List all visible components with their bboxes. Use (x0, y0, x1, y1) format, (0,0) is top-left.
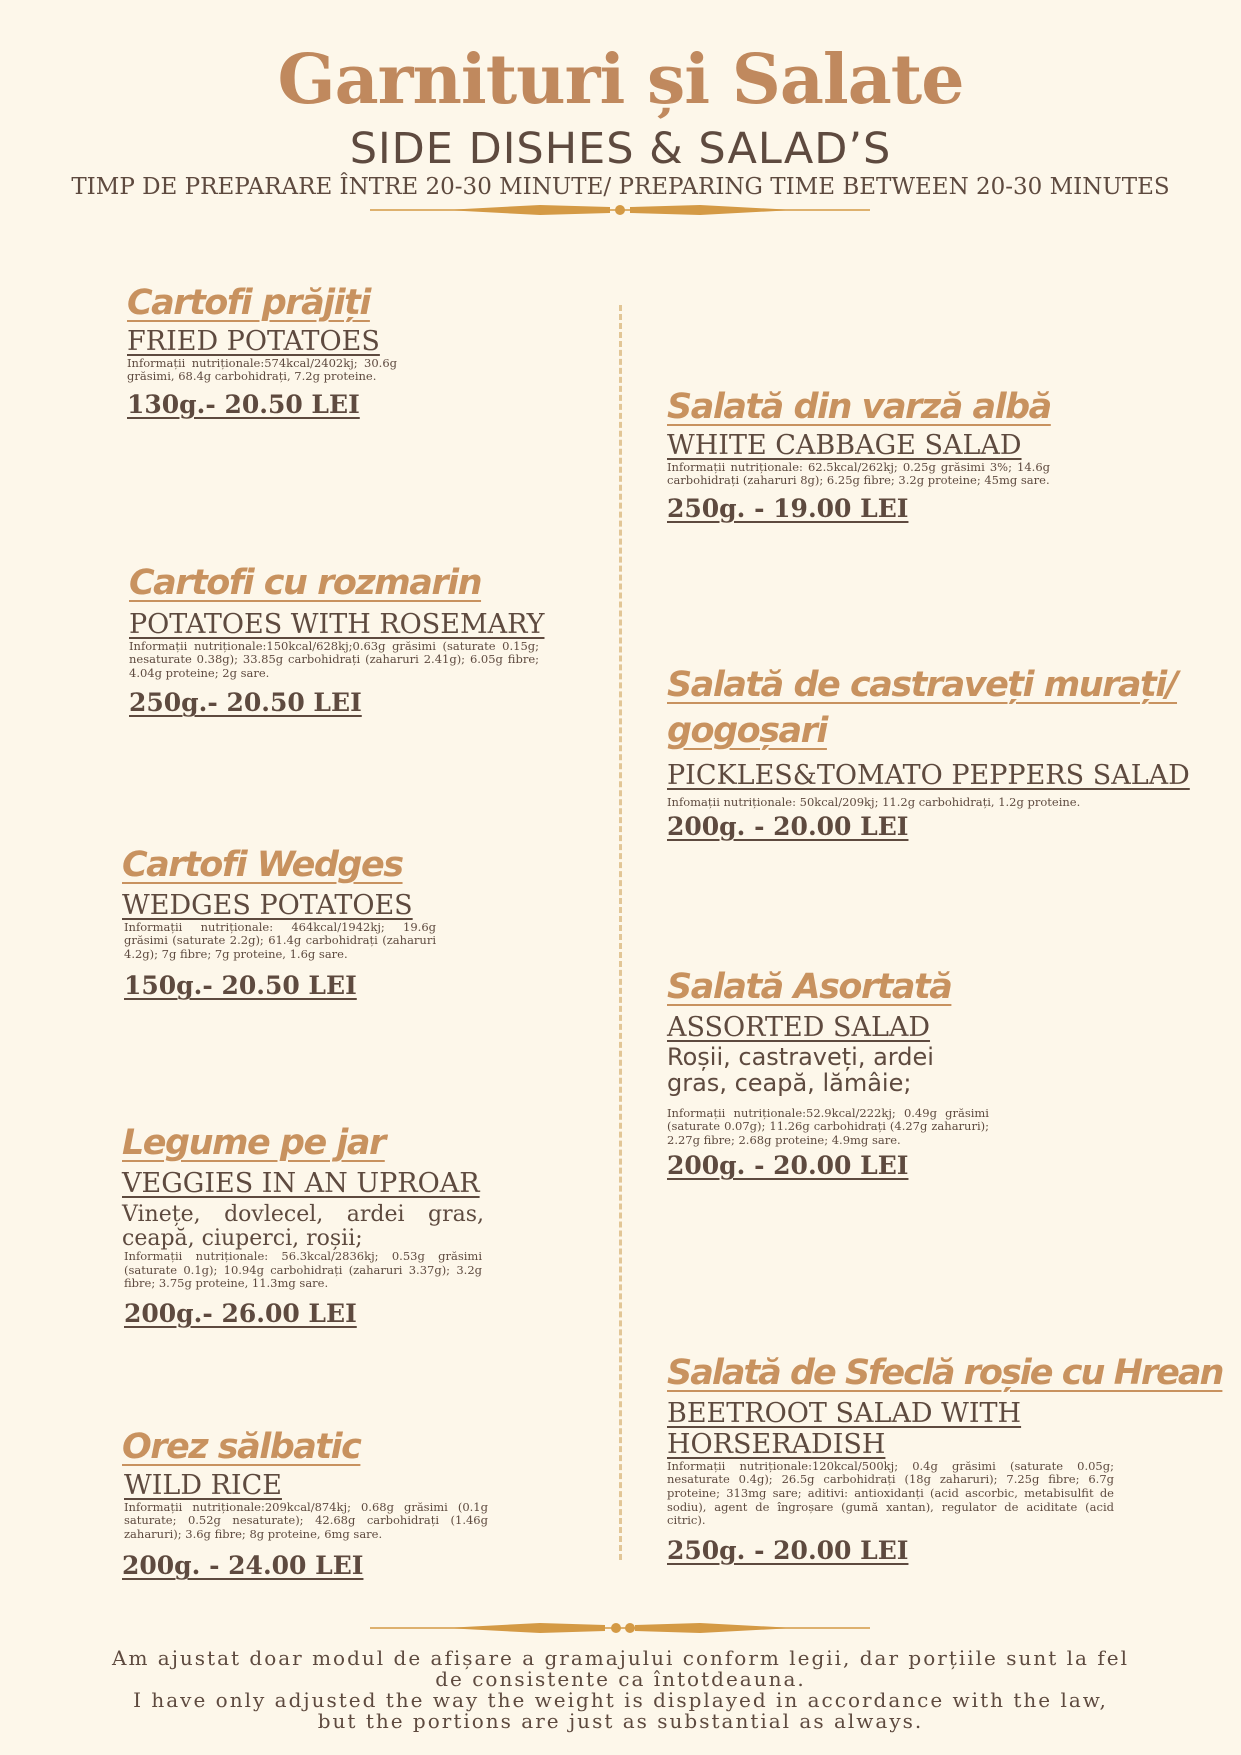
item-ingredients: Vinețe, dovlecel, ardei gras, ceapă, ciuperci, roșii; (122, 1201, 484, 1251)
item-name-en: FRIED POTATOES (127, 325, 380, 357)
item-price: 200g.- 26.00 LEI (124, 1298, 357, 1328)
footer-line-3: I have only adjusted the way the weight is displayed in accordance with the law, (133, 1688, 1108, 1712)
item-nutrition: Informații nutriționale:209kcal/874kj; 0.68g grăsimi (0.1g saturate; 0.52g nesaturate); 42.68g carbohidrați (1.46g zaharuri); 3.6g fibre; 8g proteine, 6mg sare. (124, 1499, 488, 1541)
item-nutrition: Informații nutriționale: 56.3kcal/2836kj; 0.53g grăsimi (saturate 0.1g); 10.94g carbohidrați (zaharuri 3.37g); 3.2g fibre; 3.75g proteine, 11.3mg sare. (124, 1249, 482, 1291)
menu-item-white-cabbage-salad (667, 386, 1052, 523)
page-subtitle: SIDE DISHES & SALAD’S (349, 124, 892, 174)
menu-item-beetroot-salad (667, 1352, 1223, 1565)
item-name-ro: Salată din varză albă (667, 387, 1051, 427)
item-nutrition: Informații nutriționale:150kcal/628kj;0.63g grăsimi (saturate 0.15g; nesaturate 0.38g); 33.85g carbohidrați (zaharuri 2.41g); 6.05g fibre; 4.04g proteine; 2g sare. (129, 638, 539, 680)
prep-time-note: TIMP DE PREPARARE ÎNTRE 20-30 MINUTE/ PREPARING TIME BETWEEN 20-30 MINUTES (71, 174, 1170, 200)
item-nutrition: Informații nutriționale:574kcal/2402kj; 30.6g grăsimi, 68.4g carbohidrați, 7.2g proteine. (127, 355, 397, 384)
item-name-en: POTATOES WITH ROSEMARY (129, 608, 545, 640)
menu-item-veggies (122, 1122, 484, 1328)
item-price: 250g.- 20.50 LEI (129, 688, 362, 718)
item-ingredients: Roșii, castraveți, ardei gras, ceapă, lămâie; (667, 1042, 934, 1097)
item-name-ro-line1: Salată de castraveți murați/ (667, 665, 1178, 705)
item-name-en-line2: HORSERADISH (667, 1428, 886, 1460)
item-price: 250g. - 20.00 LEI (667, 1535, 909, 1565)
menu-item-rosemary-potatoes (129, 562, 545, 718)
item-name-en-line1: BEETROOT SALAD WITH (667, 1397, 1022, 1429)
page-title: Garnituri și Salate (277, 40, 964, 120)
item-name-ro: Salată Asortată (667, 967, 952, 1007)
item-price: 200g. - 20.00 LEI (667, 812, 909, 842)
item-name-ro: Legume pe jar (122, 1123, 385, 1163)
footer-line-4: but the portions are just as substantial as always. (317, 1709, 924, 1733)
item-name-en: WHITE CABBAGE SALAD (667, 429, 1022, 461)
item-price: 250g. - 19.00 LEI (667, 493, 909, 523)
top-ornament-divider (370, 202, 870, 218)
item-name-ro-line2: gogoșari (667, 710, 827, 751)
menu-item-fried-potatoes (127, 282, 397, 419)
item-name-ro: Orez sălbatic (122, 1427, 361, 1467)
footer-line-2: de consistente ca întotdeauna. (435, 1667, 806, 1691)
item-price: 200g. - 24.00 LEI (122, 1551, 364, 1581)
item-name-en: WEDGES POTATOES (122, 889, 413, 921)
item-nutrition: Infomații nutriționale: 50kcal/209kj; 11.2g carbohidrați, 1.2g proteine. (667, 794, 1081, 809)
item-nutrition: Informații nutriționale: 62.5kcal/262kj; 0.25g grăsimi 3%; 14.6g carbohidrați (zaharuri 8g); 6.25g fibre; 3.2g proteine; 45mg sare. (667, 459, 1050, 488)
footer-line-1: Am ajustat doar modul de afișare a gramajului conform legii, dar porțiile sunt la fel (112, 1646, 1129, 1670)
item-name-en: WILD RICE (124, 1469, 282, 1501)
item-name-en: ASSORTED SALAD (667, 1011, 931, 1043)
item-name-ro: Cartofi Wedges (122, 845, 403, 885)
item-name-ro: Salată de Sfeclă roșie cu Hrean (667, 1353, 1223, 1393)
menu-item-wild-rice (122, 1426, 488, 1580)
item-name-en: PICKLES&TOMATO PEPPERS SALAD (667, 759, 1190, 791)
column-divider (619, 305, 622, 1560)
item-price: 130g.- 20.50 LEI (127, 389, 360, 419)
bottom-ornament-divider (370, 1620, 870, 1636)
item-name-en: VEGGIES IN AN UPROAR (122, 1167, 480, 1199)
item-nutrition: Informații nutriționale: 464kcal/1942kj; 19.6g grăsimi (saturate 2.2g); 61.4g carbohidrați (zaharuri 4.2g); 7g fibre; 7g proteine, 1.6g sare. (124, 919, 436, 961)
item-name-ro: Cartofi cu rozmarin (129, 563, 482, 603)
footer-note (0, 1648, 1241, 1732)
menu-item-wedges-potatoes (122, 844, 436, 1000)
item-price: 150g.- 20.50 LEI (124, 971, 357, 1001)
item-name-ro: Cartofi prăjiți (127, 283, 370, 323)
menu-item-pickles-salad (667, 664, 1197, 841)
item-price: 200g. - 20.00 LEI (667, 1151, 909, 1181)
item-nutrition: Informații nutriționale:52.9kcal/222kj; 0.49g grăsimi (saturate 0.07g); 11.26g carbohidrați (4.27g zaharuri); 2.27g fibre; 2.68g proteine; 4.9mg sare. (667, 1105, 989, 1147)
item-nutrition: Informații nutriționale:120kcal/500kj; 0.4g grăsimi (saturate 0.05g; nesaturate 0.4g); 26.5g carbohidrați (18g zaharuri); 7.25g fibre; 6.7g proteine; 313mg sare; aditivi: antioxidanți (acid ascorbic, metabisulfit de sodiu), agent de îngroșare (gumă xantan), regulator de aciditate (acid citric). (667, 1458, 1114, 1528)
menu-item-assorted-salad (667, 966, 991, 1180)
